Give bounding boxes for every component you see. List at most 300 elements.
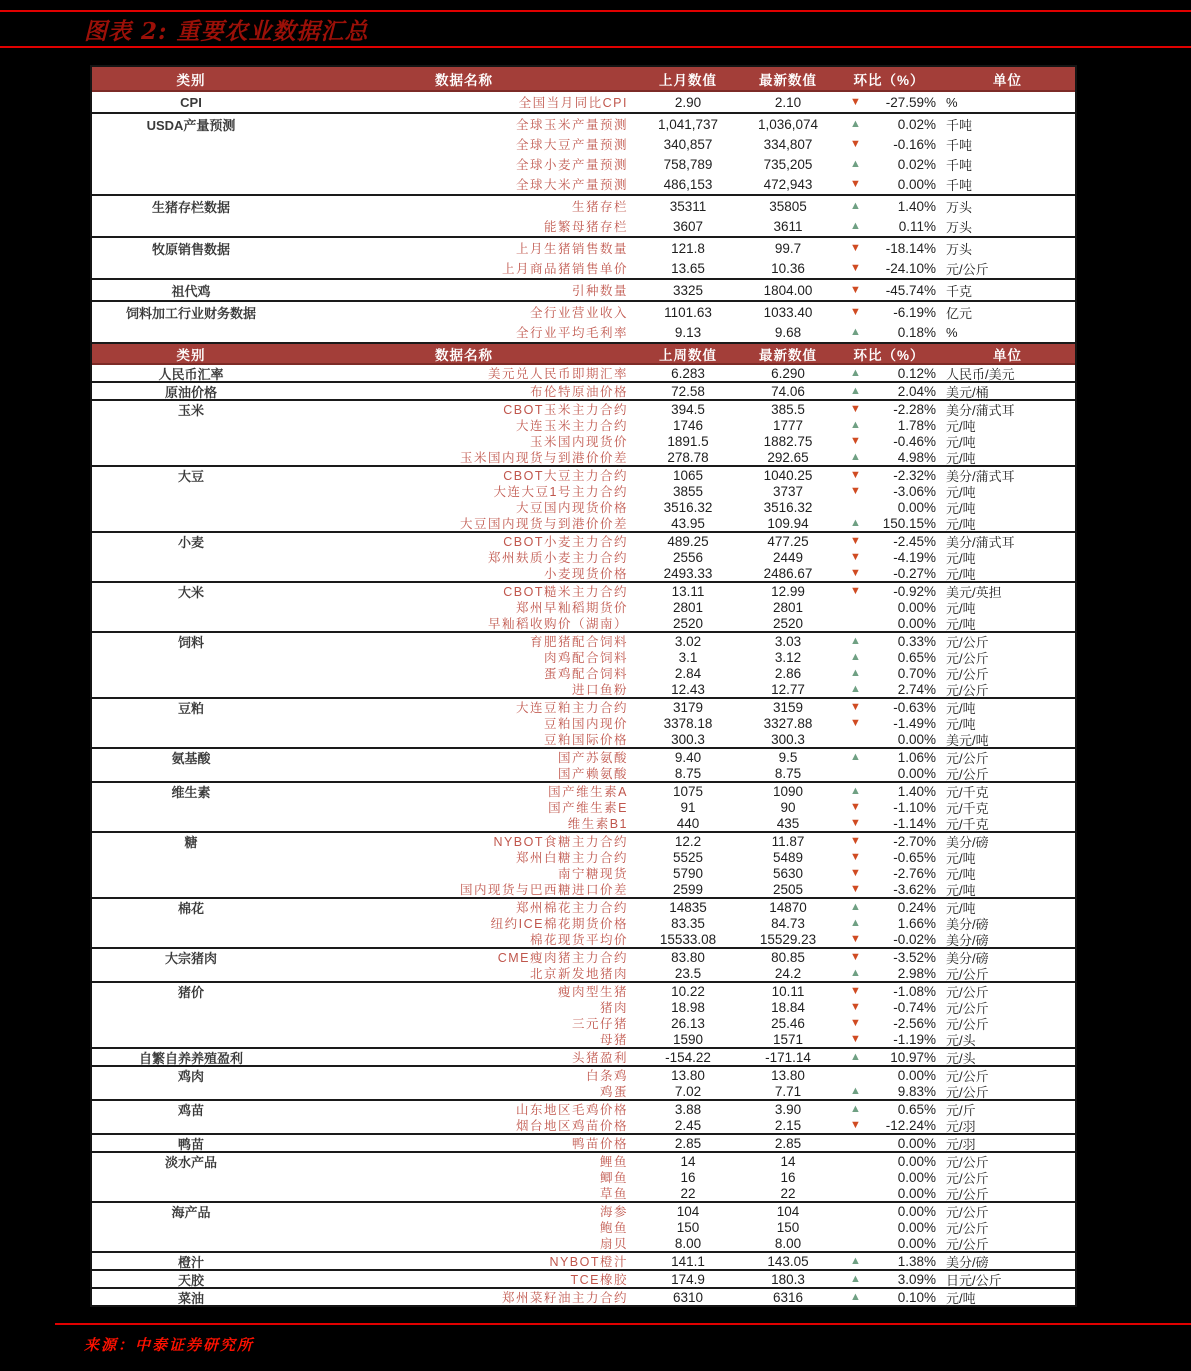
unit-cell: 美分/蒲式耳 (946, 468, 1015, 484)
unit-cell: 元/公斤 (946, 261, 989, 277)
unit-cell: 元/公斤 (946, 966, 989, 982)
data-name-cell: 棉花现货平均价 (529, 933, 628, 947)
change-cell (838, 966, 940, 981)
change-cell (838, 584, 940, 599)
table-row (92, 258, 1075, 278)
latest-value-cell: 3737 (772, 483, 804, 499)
unit-cell: 元/公斤 (946, 1154, 989, 1170)
table-header-row (92, 67, 1075, 92)
data-name-cell: 豆粕国际价格 (543, 733, 628, 747)
unit-cell: 元/公斤 (946, 1000, 989, 1016)
prev-value-cell: 9.13 (674, 324, 702, 340)
unit-cell: 元/羽 (946, 1136, 976, 1152)
change-value: -0.27% (893, 565, 936, 581)
unit-cell: 元/吨 (946, 566, 976, 582)
data-name-cell: 草鱼 (599, 1187, 628, 1201)
category-cell: 猪价 (177, 984, 204, 1000)
change-cell (838, 600, 940, 615)
category-group (92, 1253, 1075, 1271)
unit-cell: 千克 (946, 283, 973, 299)
latest-value-cell: 14 (780, 1153, 796, 1169)
change-cell (838, 241, 940, 256)
latest-value-cell: 6316 (772, 1289, 804, 1305)
change-value: -0.74% (893, 999, 936, 1015)
unit-cell: 元/公斤 (946, 766, 989, 782)
data-name-cell: 美元兑人民币即期汇率 (487, 367, 628, 381)
change-value: -3.06% (893, 483, 936, 499)
prev-value-cell: 300.3 (671, 731, 705, 747)
unit-cell: 元/千克 (946, 784, 989, 800)
change-value: 0.02% (897, 116, 936, 132)
change-cell (838, 666, 940, 681)
change-down-icon: ▼ (850, 402, 861, 415)
change-value: 1.78% (897, 417, 936, 433)
change-up-icon: ▲ (850, 450, 861, 463)
unit-cell: 元/公斤 (946, 1204, 989, 1220)
change-up-icon: ▲ (850, 1290, 861, 1303)
unit-cell: 美分/磅 (946, 950, 989, 966)
table-row (92, 583, 1075, 599)
prev-value-cell: 3.1 (678, 649, 698, 665)
change-cell (838, 1272, 940, 1287)
table-row (92, 1169, 1075, 1185)
change-cell (838, 137, 940, 152)
table-row (92, 154, 1075, 174)
change-cell (838, 850, 940, 865)
prev-value-cell: 83.35 (671, 915, 705, 931)
prev-value-cell: 174.9 (671, 1271, 705, 1287)
category-group (92, 699, 1075, 749)
latest-value-cell: 3.12 (774, 649, 802, 665)
unit-cell: 元/吨 (946, 550, 976, 566)
change-down-icon: ▼ (850, 866, 861, 879)
change-down-icon: ▼ (850, 468, 861, 481)
header-unit: 单位 (993, 72, 1022, 88)
unit-cell: 元/头 (946, 1050, 976, 1066)
data-name-cell: 海参 (599, 1205, 628, 1219)
unit-cell: 千吨 (946, 177, 973, 193)
change-up-icon: ▲ (850, 1102, 861, 1115)
prev-value-cell: 10.22 (671, 983, 705, 999)
change-value: 0.00% (897, 599, 936, 615)
category-cell: 糖 (184, 834, 198, 850)
table-row (92, 681, 1075, 697)
header-change-pct: 环比（%） (853, 72, 925, 88)
prev-value-cell: 3.88 (674, 1101, 702, 1117)
change-cell (838, 950, 940, 965)
prev-value-cell: 13.11 (671, 583, 705, 599)
prev-value-cell: 13.65 (671, 260, 705, 276)
category-group (92, 783, 1075, 833)
table-row (92, 881, 1075, 897)
category-cell: 豆粕 (177, 700, 204, 716)
table-row (92, 965, 1075, 981)
latest-value-cell: 2.10 (774, 94, 802, 110)
change-cell (838, 516, 940, 531)
change-up-icon: ▲ (850, 1254, 861, 1267)
unit-cell: 元/公斤 (946, 682, 989, 698)
table-row (92, 1083, 1075, 1099)
table-row (92, 1235, 1075, 1251)
data-name-cell: 国产维生素A (548, 785, 628, 799)
table-row (92, 699, 1075, 715)
change-cell (838, 199, 940, 214)
change-value: -27.59% (885, 94, 936, 110)
prev-value-cell: 3179 (672, 699, 704, 715)
category-group (92, 92, 1075, 114)
category-cell: 人民币汇率 (158, 366, 224, 382)
table-row (92, 1185, 1075, 1201)
change-value: -0.46% (893, 433, 936, 449)
change-down-icon: ▼ (850, 177, 861, 190)
data-name-cell: CME瘦肉猪主力合约 (497, 951, 628, 965)
unit-cell: 元/斤 (946, 1102, 976, 1118)
change-cell (838, 283, 940, 298)
prev-value-cell: 8.75 (674, 765, 702, 781)
category-cell: 饲料 (177, 634, 204, 650)
latest-value-cell: 435 (776, 815, 800, 831)
category-cell: 玉米 (177, 402, 204, 418)
unit-cell: 元/吨 (946, 866, 976, 882)
change-cell (838, 484, 940, 499)
table-row (92, 383, 1075, 399)
table-row (92, 665, 1075, 681)
change-down-icon: ▼ (850, 700, 861, 713)
category-cell: 菜油 (177, 1290, 204, 1306)
latest-value-cell: 1882.75 (763, 433, 813, 449)
prev-value-cell: 3607 (672, 218, 704, 234)
latest-value-cell: 15529.23 (759, 931, 817, 947)
change-up-icon: ▲ (850, 1050, 861, 1063)
data-name-cell: 全行业平均毛利率 (515, 326, 628, 340)
latest-value-cell: 1090 (772, 783, 804, 799)
data-name-cell: 大豆国内现货价格 (515, 501, 628, 515)
table-row (92, 899, 1075, 915)
data-name-cell: 郑州麸质小麦主力合约 (487, 551, 628, 565)
change-down-icon: ▼ (850, 95, 861, 108)
change-down-icon: ▼ (850, 241, 861, 254)
unit-cell: 元/公斤 (946, 750, 989, 766)
latest-value-cell: 7.71 (774, 1083, 802, 1099)
change-up-icon: ▲ (850, 634, 861, 647)
unit-cell: 千吨 (946, 117, 973, 133)
data-name-cell: 郑州白糖主力合约 (515, 851, 628, 865)
unit-cell: % (946, 94, 958, 110)
prev-value-cell: 104 (676, 1203, 700, 1219)
change-value: 0.00% (897, 1185, 936, 1201)
category-group (92, 983, 1075, 1049)
table-row (92, 483, 1075, 499)
change-cell (838, 366, 940, 381)
unit-cell: 元/公斤 (946, 1016, 989, 1032)
change-value: 3.09% (897, 1271, 936, 1287)
change-value: -2.56% (893, 1015, 936, 1031)
unit-cell: 万头 (946, 241, 973, 257)
change-value: -1.14% (893, 815, 936, 831)
prev-value-cell: 2.85 (674, 1135, 702, 1151)
table-row (92, 549, 1075, 565)
change-cell (838, 650, 940, 665)
change-value: 4.98% (897, 449, 936, 465)
change-value: 150.15% (882, 515, 936, 531)
data-name-cell: 国产苏氨酸 (557, 751, 628, 765)
change-value: -0.02% (893, 931, 936, 947)
unit-cell: 元/公斤 (946, 1084, 989, 1100)
latest-value-cell: 1040.25 (763, 467, 813, 483)
latest-value-cell: 18.84 (771, 999, 805, 1015)
table-row (92, 174, 1075, 194)
data-name-cell: TCE橡胶 (570, 1273, 628, 1287)
latest-value-cell: 11.87 (771, 833, 805, 849)
change-value: 0.00% (897, 1153, 936, 1169)
unit-cell: 元/公斤 (946, 1236, 989, 1252)
prev-value-cell: 5790 (672, 865, 704, 881)
change-cell (838, 732, 940, 747)
title-top-rule (0, 10, 1191, 12)
change-cell (838, 261, 940, 276)
latest-value-cell: 472,943 (763, 176, 813, 192)
prev-value-cell: 15533.08 (659, 931, 717, 947)
data-name-cell: 引种数量 (571, 284, 628, 298)
change-value: -2.45% (893, 533, 936, 549)
category-cell: 海产品 (171, 1204, 211, 1220)
change-up-icon: ▲ (850, 650, 861, 663)
change-cell (838, 1068, 940, 1083)
prev-value-cell: 23.5 (674, 965, 702, 981)
latest-value-cell: 5630 (772, 865, 804, 881)
unit-cell: 千吨 (946, 137, 973, 153)
table-row (92, 849, 1075, 865)
data-name-cell: 扇贝 (599, 1237, 628, 1251)
change-cell (838, 1154, 940, 1169)
table-row (92, 134, 1075, 154)
latest-value-cell: 2.86 (774, 665, 802, 681)
data-name-cell: 全球玉米产量预测 (515, 118, 628, 132)
latest-value-cell: 1804.00 (763, 282, 813, 298)
data-name-cell: 肉鸡配合饲料 (543, 651, 628, 665)
data-name-cell: 大连豆粕主力合约 (515, 701, 628, 715)
category-group (92, 1271, 1075, 1289)
change-value: 0.70% (897, 665, 936, 681)
unit-cell: 元/公斤 (946, 1068, 989, 1084)
table-row (92, 931, 1075, 947)
prev-value-cell: 3855 (672, 483, 704, 499)
change-value: 0.65% (897, 649, 936, 665)
footer (0, 1323, 1191, 1355)
change-cell (838, 1170, 940, 1185)
unit-cell: 美元/英担 (946, 584, 1002, 600)
unit-cell: 美分/蒲式耳 (946, 402, 1015, 418)
data-name-cell: 三元仔猪 (571, 1017, 628, 1031)
change-value: -0.63% (893, 699, 936, 715)
category-cell: 橙汁 (177, 1254, 204, 1270)
data-name-cell: 维生素B1 (567, 817, 628, 831)
data-name-cell: 鸭苗价格 (571, 1137, 628, 1151)
category-cell: 棉花 (177, 900, 204, 916)
header-data-name: 数据名称 (435, 72, 493, 88)
prev-value-cell: 394.5 (671, 401, 705, 417)
latest-value-cell: 74.06 (771, 383, 805, 399)
latest-value-cell: 35805 (769, 198, 807, 214)
change-down-icon: ▼ (850, 816, 861, 829)
table-row (92, 1031, 1075, 1047)
change-up-icon: ▲ (850, 384, 861, 397)
data-name-cell: 山东地区毛鸡价格 (515, 1103, 628, 1117)
data-name-cell: 头猪盈利 (571, 1051, 628, 1065)
prev-value-cell: 758,789 (663, 156, 713, 172)
category-group (92, 583, 1075, 633)
prev-value-cell: 3516.32 (663, 499, 713, 515)
category-group (92, 533, 1075, 583)
category-cell: 祖代鸡 (171, 283, 211, 299)
change-cell (838, 816, 940, 831)
latest-value-cell: 1,036,074 (757, 116, 819, 132)
latest-value-cell: 2801 (772, 599, 804, 615)
data-name-cell: 纽约ICE棉花期货价格 (490, 917, 628, 931)
change-cell (838, 766, 940, 781)
table-row (92, 565, 1075, 581)
change-up-icon: ▲ (850, 199, 861, 212)
data-name-cell: 国内现货与巴西糖进口价差 (459, 883, 628, 897)
prev-value-cell: 16 (680, 1169, 696, 1185)
table-row (92, 1015, 1075, 1031)
data-name-cell: 大连玉米主力合约 (515, 419, 628, 433)
latest-value-cell: 735,205 (763, 156, 813, 172)
category-cell: 维生素 (171, 784, 211, 800)
change-value: -4.19% (893, 549, 936, 565)
latest-value-cell: 3611 (773, 218, 803, 234)
change-value: -1.49% (893, 715, 936, 731)
change-cell (838, 1050, 940, 1065)
unit-cell: 元/公斤 (946, 666, 989, 682)
table-row (92, 92, 1075, 112)
prev-value-cell: 2.90 (674, 94, 702, 110)
data-name-cell: 大连大豆1号主力合约 (493, 485, 628, 499)
change-cell (838, 1102, 940, 1117)
prev-value-cell: 121.8 (671, 240, 705, 256)
table-row (92, 749, 1075, 765)
prev-value-cell: 2.45 (674, 1117, 702, 1133)
unit-cell: 元/吨 (946, 900, 976, 916)
change-cell (838, 1186, 940, 1201)
data-name-cell: 能繁母猪存栏 (543, 220, 628, 234)
title-bar (0, 0, 1191, 56)
data-name-cell: 国产赖氨酸 (557, 767, 628, 781)
unit-cell: 元/吨 (946, 616, 976, 632)
category-group (92, 899, 1075, 949)
prev-value-cell: 6.283 (671, 365, 705, 381)
change-down-icon: ▼ (850, 932, 861, 945)
category-group (92, 238, 1075, 280)
unit-cell: 元/千克 (946, 816, 989, 832)
change-value: -1.19% (893, 1031, 936, 1047)
data-name-cell: 玉米国内现货价 (529, 435, 628, 449)
table-row (92, 833, 1075, 849)
change-value: 0.18% (897, 324, 936, 340)
change-value: 9.83% (897, 1083, 936, 1099)
change-value: 0.11% (898, 218, 936, 234)
figure-title: 图表 2: 重要农业数据汇总 (84, 18, 369, 45)
change-down-icon: ▼ (850, 534, 861, 547)
change-value: 0.02% (897, 156, 936, 172)
header-category: 类别 (176, 347, 206, 363)
table-row (92, 1101, 1075, 1117)
category-cell: 大豆 (177, 468, 204, 484)
category-cell: 自繁自养养殖盈利 (138, 1050, 243, 1066)
change-value: 2.98% (897, 965, 936, 981)
category-group (92, 749, 1075, 783)
data-name-cell: 烟台地区鸡苗价格 (515, 1119, 628, 1133)
change-value: -0.92% (893, 583, 936, 599)
latest-value-cell: 3.90 (774, 1101, 802, 1117)
table-row (92, 1289, 1075, 1305)
change-down-icon: ▼ (850, 834, 861, 847)
data-name-cell: 全国当月同比CPI (518, 96, 628, 110)
change-cell (838, 534, 940, 549)
change-cell (838, 1084, 940, 1099)
change-cell (838, 1220, 940, 1235)
change-cell (838, 1204, 940, 1219)
change-cell (838, 1136, 940, 1151)
data-name-cell: 蛋鸡配合饲料 (543, 667, 628, 681)
prev-value-cell: 486,153 (663, 176, 713, 192)
category-cell: 牧原销售数据 (151, 241, 230, 257)
change-cell (838, 616, 940, 631)
prev-value-cell: 13.80 (671, 1067, 705, 1083)
table-row (92, 715, 1075, 731)
prev-value-cell: 14 (680, 1153, 696, 1169)
prev-value-cell: 340,857 (663, 136, 713, 152)
table-row (92, 1067, 1075, 1083)
table-row (92, 365, 1075, 381)
table-row (92, 1049, 1075, 1065)
unit-cell: 元/吨 (946, 850, 976, 866)
table-row (92, 649, 1075, 665)
latest-value-cell: 9.5 (778, 749, 798, 765)
prev-value-cell: -154.22 (665, 1049, 711, 1065)
prev-value-cell: 1590 (672, 1031, 704, 1047)
category-group (92, 365, 1075, 383)
latest-value-cell: 6.290 (771, 365, 805, 381)
unit-cell: 万头 (946, 199, 973, 215)
change-cell (838, 402, 940, 417)
table-header-row (92, 344, 1075, 365)
unit-cell: 美元/吨 (946, 732, 989, 748)
category-cell: 饲料加工行业财务数据 (125, 305, 256, 321)
table-row (92, 731, 1075, 747)
change-cell (838, 450, 940, 465)
latest-value-cell: 2505 (772, 881, 804, 897)
prev-value-cell: 1075 (672, 783, 704, 799)
data-name-cell: 南宁糖现货 (557, 867, 628, 881)
prev-value-cell: 3378.18 (663, 715, 713, 731)
change-up-icon: ▲ (850, 666, 861, 679)
change-cell (838, 834, 940, 849)
table-row (92, 499, 1075, 515)
change-up-icon: ▲ (850, 219, 861, 232)
category-group (92, 1135, 1075, 1153)
change-value: 1.38% (897, 1253, 936, 1269)
header-latest-value: 最新数值 (759, 347, 817, 363)
category-group (92, 383, 1075, 401)
table-row (92, 114, 1075, 134)
table-row (92, 196, 1075, 216)
change-down-icon: ▼ (850, 550, 861, 563)
change-cell (838, 95, 940, 110)
unit-cell: 人民币/美元 (946, 366, 1015, 382)
source-note: 来源：中泰证券研究所 (84, 1336, 255, 1354)
latest-value-cell: 1033.40 (763, 304, 813, 320)
